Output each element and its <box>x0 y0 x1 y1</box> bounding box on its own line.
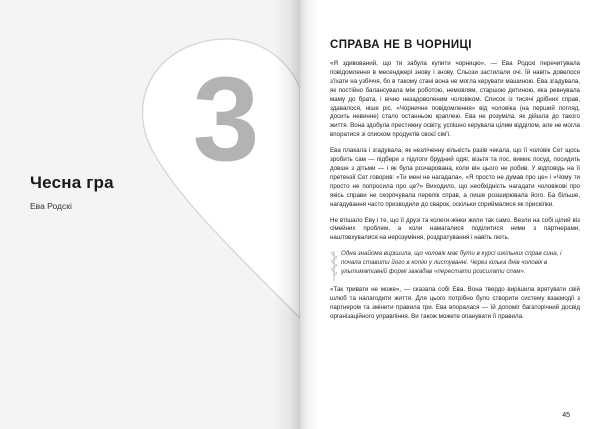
quote-text: Одна знайома вирішила, що чоловік має бути в курсі шкільних справ сина, і почала ставити його в копію у листуванні. Через кілька днів чоловік в ультимативній формі зажадав «перестати розсилати спам». <box>341 250 562 276</box>
page-number: 45 <box>562 412 570 419</box>
chapter-number: 3 <box>192 52 260 186</box>
gutter-shadow <box>300 0 318 429</box>
gutter-shadow <box>274 0 300 429</box>
pull-quote <box>330 250 580 277</box>
right-page <box>300 0 600 429</box>
chapter-author: Ева Родскі <box>30 201 72 211</box>
body-text <box>330 60 580 329</box>
chapter-title: Чесна гра <box>30 173 114 192</box>
paragraph: «Так тривати не може», — сказала собі Ева. Вона твердо вирішила врятувати свій шлюб та налагодити життя. Для цього потрібно було створити систему взаємодії з партнером та змінити правила гри. Ева впоралася — їй допоміг багаторічний досвід організаційного управління. Ви також можете опанувати її правила. <box>330 285 580 320</box>
leaf-sprig-icon <box>330 250 338 282</box>
section-heading: СПРАВА НЕ В ЧОРНИЦІ <box>330 39 472 51</box>
paragraph: «Я здивований, що ти забула купити чорницю», — Ева Родскі перечитувала повідомлення в месенджері знову і знову. Сльози застилали очі. Їй навіть довелося з'їхати на узбіччя, бо в такому стані вона не могла керувати машиною. Ева згадувала, як постійно балансувала між роботою, немовлям, старшою дитиною, яка ревнувала маму до брата, і вічно незадоволеним чоловіком. Список із тисячі дрібних справ, здавалося, ніше ріс. «Чорничне повідомлення» від чоловіка (на перший погляд, досить невинне) стало останньою краплею. Ева не розуміла, як дійшла до такого життя. Вона здобула престижну освіту, успішно керувала цілим відділом, але не могла впоратися зі списком продуктів своєї сім'ї. <box>330 60 580 139</box>
paragraph: Ева плакала і згадувала, як незліченну кількість разів чекала, що її чоловік Сет щось зробить сам — підбере з підлоги брудний одяг, візьтя та пос, вимиє посуд, посидить довше з дітьми — і як була розчарована, коли він цього не робив. У відповідь на її претензії Сет говорив: «Ти мені не нагадала», «Я просто не думав про це» і «Чому ти просто не попросила про це?» Виходило, що необхідність нагадати чоловікові про якісь справи не скорочувала перелік справ, а лише розширювала його. Ба більше, нагадування часто призводили до сварок, оскільки сприймалися як прискіпки. <box>330 147 580 208</box>
paragraph: Не втішало Еву і те, що її друзі та колеги-жінки жили так само. Везли на собі цілий віз сімейних проблем, а коли намагалися поділитися ними з партнерами, наштовхувалися на нерозуміння, роздратування і навіть лють. <box>330 216 580 242</box>
